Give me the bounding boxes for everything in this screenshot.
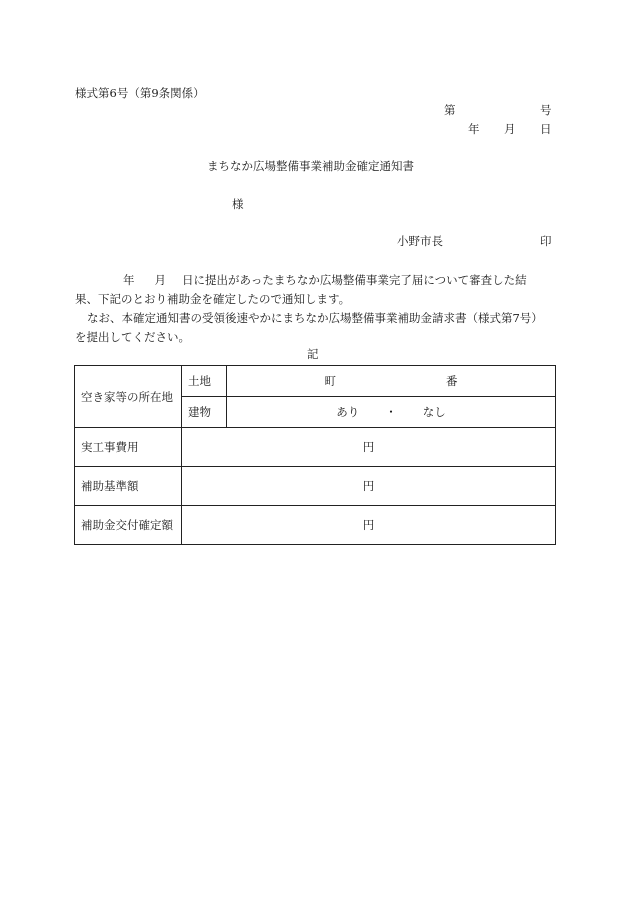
date-year: 年: [468, 122, 480, 136]
table-row-land: [75, 366, 556, 397]
confirmed-amount-unit: 円: [182, 506, 556, 545]
land-label: 土地: [182, 366, 227, 397]
land-number: 番: [446, 374, 458, 388]
seal-mark: 印: [540, 234, 552, 248]
ki-heading: 記: [307, 347, 319, 361]
table-row: [75, 428, 556, 467]
issuer-name: 小野市長: [397, 234, 443, 248]
body-line-3: なお、本確定通知書の受領後速やかにまちなか広場整備事業補助金請求書（様式第7号）: [87, 311, 543, 325]
building-label: 建物: [182, 397, 227, 428]
table-row: [75, 467, 556, 506]
cost-unit: 円: [182, 428, 556, 467]
body-line-2: 果、下記のとおり補助金を確定したので通知します。: [75, 292, 351, 306]
date-day: 日: [540, 122, 552, 136]
document-title: まちなか広場整備事業補助金確定通知書: [207, 159, 414, 173]
building-separator: ・: [385, 405, 397, 419]
location-label: 空き家等の所在地: [75, 366, 182, 428]
building-no: なし: [422, 405, 446, 419]
base-amount-label: 補助基準額: [75, 467, 182, 506]
land-town: 町: [324, 374, 336, 388]
building-yes: あり: [336, 405, 360, 419]
building-value-cell: [227, 397, 556, 428]
table-row: [75, 506, 556, 545]
body-line-4: を提出してください。: [75, 330, 190, 344]
body-line-1: 年 月 日に提出があったまちなか広場整備事業完了届について審査した結: [123, 273, 527, 287]
confirmed-amount-label: 補助金交付確定額: [75, 506, 182, 545]
addressee-suffix: 様: [232, 197, 244, 211]
date-month: 月: [504, 122, 516, 136]
cost-label: 実工事費用: [75, 428, 182, 467]
base-amount-unit: 円: [182, 467, 556, 506]
doc-number-suffix: 号: [540, 103, 552, 117]
doc-number-prefix: 第: [444, 103, 456, 117]
form-number: 様式第6号（第9条関係）: [75, 86, 205, 100]
land-value-cell: [227, 366, 556, 397]
body-paragraph: [75, 271, 553, 347]
details-table: [74, 365, 556, 545]
